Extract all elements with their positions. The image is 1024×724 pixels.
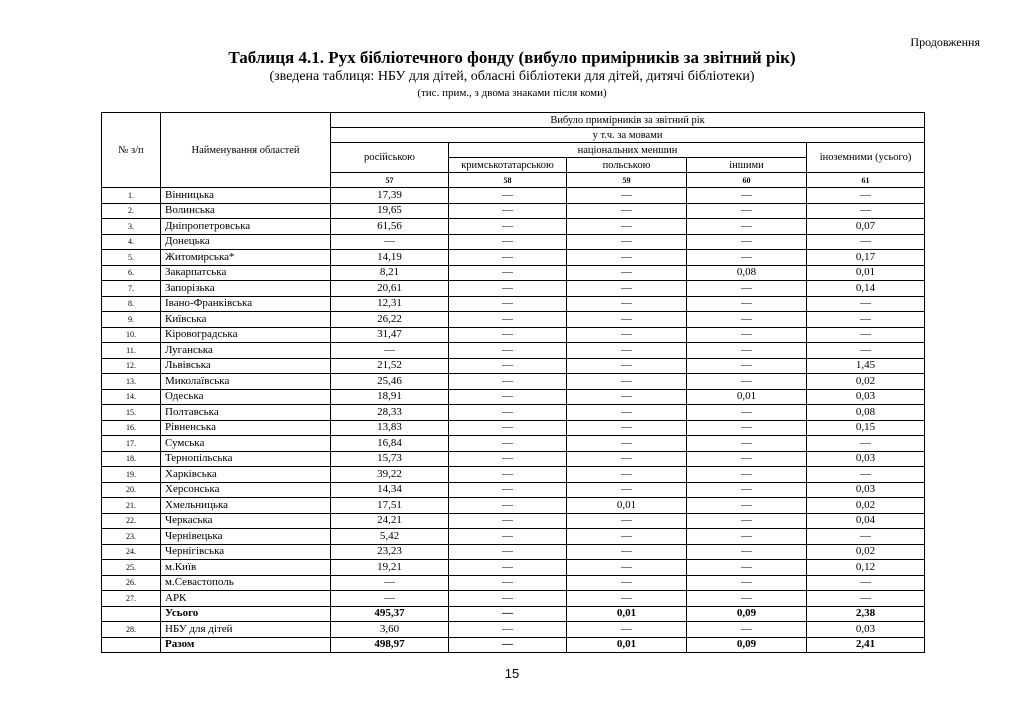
header-withdrawn: Вибуло примірників за звітний рік — [331, 113, 925, 128]
value-cell: — — [449, 436, 567, 452]
row-number: 9. — [102, 312, 161, 328]
row-number: 23. — [102, 529, 161, 545]
value-cell: — — [449, 482, 567, 498]
table-row — [102, 575, 925, 591]
table-row — [102, 498, 925, 514]
value-cell: — — [687, 327, 807, 343]
value-cell: 0,03 — [807, 622, 925, 638]
region-name: Донецька — [161, 234, 331, 250]
value-cell: — — [687, 513, 807, 529]
region-name: Усього — [161, 606, 331, 622]
value-cell: — — [687, 467, 807, 483]
value-cell: — — [687, 591, 807, 607]
value-cell: 495,37 — [331, 606, 449, 622]
value-cell: 17,51 — [331, 498, 449, 514]
value-cell: — — [807, 436, 925, 452]
region-name: Кіровоградська — [161, 327, 331, 343]
value-cell: 498,97 — [331, 637, 449, 653]
value-cell: — — [807, 234, 925, 250]
value-cell: 0,01 — [567, 637, 687, 653]
row-number: 6. — [102, 265, 161, 281]
value-cell: — — [807, 296, 925, 312]
table-row — [102, 234, 925, 250]
value-cell: — — [687, 234, 807, 250]
value-cell: 0,08 — [687, 265, 807, 281]
value-cell: 17,39 — [331, 188, 449, 204]
row-number: 21. — [102, 498, 161, 514]
row-number: 15. — [102, 405, 161, 421]
value-cell: — — [449, 405, 567, 421]
row-number: 12. — [102, 358, 161, 374]
value-cell: 15,73 — [331, 451, 449, 467]
value-cell: — — [449, 250, 567, 266]
table-row — [102, 374, 925, 390]
value-cell: — — [567, 575, 687, 591]
column-code: 60 — [687, 173, 807, 188]
value-cell: — — [567, 420, 687, 436]
table-row — [102, 436, 925, 452]
table-row — [102, 250, 925, 266]
value-cell: — — [449, 451, 567, 467]
value-cell: — — [567, 281, 687, 297]
region-name: м.Київ — [161, 560, 331, 576]
value-cell: — — [687, 575, 807, 591]
value-cell: 0,07 — [807, 219, 925, 235]
value-cell: — — [687, 374, 807, 390]
header-other: іншими — [687, 158, 807, 173]
value-cell: — — [807, 575, 925, 591]
header-foreign: іноземними (усього) — [807, 143, 925, 173]
table-row — [102, 591, 925, 607]
value-cell: 16,84 — [331, 436, 449, 452]
region-name: м.Севастополь — [161, 575, 331, 591]
value-cell: — — [449, 575, 567, 591]
value-cell: — — [687, 420, 807, 436]
region-name: Одеська — [161, 389, 331, 405]
row-number: 3. — [102, 219, 161, 235]
value-cell: 0,17 — [807, 250, 925, 266]
value-cell: — — [449, 188, 567, 204]
row-number: 1. — [102, 188, 161, 204]
table-row — [102, 637, 925, 653]
value-cell: — — [807, 591, 925, 607]
value-cell: — — [331, 591, 449, 607]
region-name: Чернівецька — [161, 529, 331, 545]
value-cell: — — [687, 436, 807, 452]
value-cell: — — [449, 544, 567, 560]
table-row — [102, 622, 925, 638]
region-name: Разом — [161, 637, 331, 653]
value-cell: — — [687, 358, 807, 374]
value-cell: — — [687, 405, 807, 421]
header-number: № з/п — [102, 113, 161, 188]
header-region: Найменування областей — [161, 113, 331, 188]
value-cell: 0,15 — [807, 420, 925, 436]
value-cell: 0,08 — [807, 405, 925, 421]
row-number: 5. — [102, 250, 161, 266]
value-cell: 5,42 — [331, 529, 449, 545]
value-cell: — — [687, 188, 807, 204]
value-cell: — — [807, 343, 925, 359]
region-name: Вінницька — [161, 188, 331, 204]
page-number: 15 — [504, 666, 520, 681]
table-row — [102, 281, 925, 297]
value-cell: 0,09 — [687, 606, 807, 622]
value-cell: — — [449, 296, 567, 312]
row-number: 7. — [102, 281, 161, 297]
value-cell: — — [807, 203, 925, 219]
table-row — [102, 203, 925, 219]
region-name: Запорізька — [161, 281, 331, 297]
value-cell: — — [449, 560, 567, 576]
value-cell: — — [449, 637, 567, 653]
region-name: Хмельницька — [161, 498, 331, 514]
value-cell: — — [807, 467, 925, 483]
header-minorities: національних меншин — [449, 143, 807, 158]
value-cell: — — [687, 498, 807, 514]
value-cell: 0,01 — [807, 265, 925, 281]
region-name: Черкаська — [161, 513, 331, 529]
units-note: (тис. прим., з двома знаками після коми) — [417, 87, 607, 99]
table-row — [102, 482, 925, 498]
row-number: 19. — [102, 467, 161, 483]
value-cell: 0,04 — [807, 513, 925, 529]
value-cell: 0,03 — [807, 389, 925, 405]
region-name: Рівненська — [161, 420, 331, 436]
region-name: Чернігівська — [161, 544, 331, 560]
value-cell: 13,83 — [331, 420, 449, 436]
value-cell: — — [331, 575, 449, 591]
value-cell: — — [567, 374, 687, 390]
value-cell: — — [567, 591, 687, 607]
value-cell: — — [449, 327, 567, 343]
value-cell: — — [567, 296, 687, 312]
value-cell: — — [687, 343, 807, 359]
value-cell: — — [449, 234, 567, 250]
region-name: Львівська — [161, 358, 331, 374]
value-cell: 2,41 — [807, 637, 925, 653]
value-cell: 19,65 — [331, 203, 449, 219]
value-cell: 14,34 — [331, 482, 449, 498]
value-cell: — — [567, 405, 687, 421]
value-cell: — — [687, 544, 807, 560]
value-cell: 8,21 — [331, 265, 449, 281]
table-row — [102, 296, 925, 312]
region-name: Закарпатська — [161, 265, 331, 281]
value-cell: 61,56 — [331, 219, 449, 235]
region-name: Івано-Франківська — [161, 296, 331, 312]
value-cell: — — [567, 265, 687, 281]
row-number — [102, 637, 161, 653]
value-cell: — — [567, 436, 687, 452]
value-cell: — — [449, 312, 567, 328]
value-cell: — — [567, 451, 687, 467]
row-number: 22. — [102, 513, 161, 529]
value-cell: — — [449, 343, 567, 359]
value-cell: — — [687, 203, 807, 219]
value-cell: 1,45 — [807, 358, 925, 374]
row-number: 8. — [102, 296, 161, 312]
row-number: 10. — [102, 327, 161, 343]
row-number: 17. — [102, 436, 161, 452]
value-cell: — — [567, 467, 687, 483]
table-subtitle: (зведена таблиця: НБУ для дітей, обласні бібліотеки для дітей, дитячі бібліотеки) — [269, 69, 755, 84]
value-cell: — — [567, 513, 687, 529]
region-name: Дніпропетровська — [161, 219, 331, 235]
table-header — [102, 113, 925, 188]
value-cell: 0,09 — [687, 637, 807, 653]
value-cell: 0,01 — [687, 389, 807, 405]
header-by-language: у т.ч. за мовами — [331, 128, 925, 143]
value-cell: 0,02 — [807, 374, 925, 390]
value-cell: 3,60 — [331, 622, 449, 638]
table-row — [102, 219, 925, 235]
value-cell: — — [331, 343, 449, 359]
table-row — [102, 420, 925, 436]
value-cell: — — [687, 281, 807, 297]
row-number: 20. — [102, 482, 161, 498]
value-cell: 19,21 — [331, 560, 449, 576]
row-number: 18. — [102, 451, 161, 467]
value-cell: — — [687, 622, 807, 638]
value-cell: — — [687, 219, 807, 235]
value-cell: — — [807, 529, 925, 545]
table-row — [102, 405, 925, 421]
value-cell: — — [567, 327, 687, 343]
value-cell: — — [449, 467, 567, 483]
value-cell: — — [567, 482, 687, 498]
value-cell: — — [687, 482, 807, 498]
value-cell: 0,12 — [807, 560, 925, 576]
value-cell: 28,33 — [331, 405, 449, 421]
value-cell: — — [449, 358, 567, 374]
row-number: 4. — [102, 234, 161, 250]
region-name: Житомирська* — [161, 250, 331, 266]
value-cell: — — [449, 389, 567, 405]
table-row — [102, 529, 925, 545]
table-row — [102, 327, 925, 343]
value-cell: — — [807, 327, 925, 343]
row-number: 28. — [102, 622, 161, 638]
header-russian: російською — [331, 143, 449, 173]
table-row — [102, 544, 925, 560]
region-name: Київська — [161, 312, 331, 328]
column-code: 58 — [449, 173, 567, 188]
continuation-label: Продовження — [910, 35, 980, 49]
table-row — [102, 389, 925, 405]
value-cell: 0,02 — [807, 498, 925, 514]
column-code: 59 — [567, 173, 687, 188]
table-row — [102, 265, 925, 281]
region-name: Волинська — [161, 203, 331, 219]
value-cell: — — [449, 374, 567, 390]
header-crimean-tatar: кримськотатарською — [449, 158, 567, 173]
region-name: Полтавська — [161, 405, 331, 421]
value-cell: — — [687, 312, 807, 328]
value-cell: — — [449, 219, 567, 235]
region-name: Сумська — [161, 436, 331, 452]
value-cell: — — [687, 529, 807, 545]
row-number: 13. — [102, 374, 161, 390]
value-cell: — — [449, 513, 567, 529]
value-cell: 0,01 — [567, 606, 687, 622]
row-number: 2. — [102, 203, 161, 219]
value-cell: 18,91 — [331, 389, 449, 405]
value-cell: 23,23 — [331, 544, 449, 560]
region-name: Миколаївська — [161, 374, 331, 390]
row-number: 11. — [102, 343, 161, 359]
value-cell: — — [449, 420, 567, 436]
region-name: АРК — [161, 591, 331, 607]
value-cell: 26,22 — [331, 312, 449, 328]
value-cell: — — [567, 203, 687, 219]
value-cell: — — [449, 591, 567, 607]
value-cell: 20,61 — [331, 281, 449, 297]
value-cell: — — [807, 312, 925, 328]
value-cell: 2,38 — [807, 606, 925, 622]
value-cell: — — [687, 250, 807, 266]
value-cell: — — [687, 451, 807, 467]
table-row — [102, 343, 925, 359]
row-number: 26. — [102, 575, 161, 591]
value-cell: — — [567, 389, 687, 405]
value-cell: — — [807, 188, 925, 204]
region-name: Харківська — [161, 467, 331, 483]
value-cell: — — [449, 498, 567, 514]
row-number: 27. — [102, 591, 161, 607]
value-cell: 0,14 — [807, 281, 925, 297]
value-cell: — — [567, 544, 687, 560]
table-row — [102, 606, 925, 622]
table-row — [102, 312, 925, 328]
row-number — [102, 606, 161, 622]
value-cell: 0,03 — [807, 451, 925, 467]
value-cell: — — [567, 234, 687, 250]
value-cell: — — [687, 296, 807, 312]
table-row — [102, 188, 925, 204]
value-cell: — — [567, 343, 687, 359]
value-cell: — — [567, 560, 687, 576]
region-name: НБУ для дітей — [161, 622, 331, 638]
value-cell: 12,31 — [331, 296, 449, 312]
region-name: Херсонська — [161, 482, 331, 498]
value-cell: — — [567, 312, 687, 328]
row-number: 16. — [102, 420, 161, 436]
value-cell: — — [449, 606, 567, 622]
value-cell: — — [449, 529, 567, 545]
value-cell: 0,01 — [567, 498, 687, 514]
table-body — [102, 188, 925, 653]
value-cell: — — [567, 219, 687, 235]
value-cell: 24,21 — [331, 513, 449, 529]
table-title: Таблиця 4.1. Рух бібліотечного фонду (вибуло примірників за звітний рік) — [228, 48, 796, 67]
value-cell: — — [449, 265, 567, 281]
value-cell: — — [567, 529, 687, 545]
table-row — [102, 467, 925, 483]
table-row — [102, 358, 925, 374]
value-cell: 25,46 — [331, 374, 449, 390]
region-name: Луганська — [161, 343, 331, 359]
value-cell: — — [449, 622, 567, 638]
value-cell: 0,03 — [807, 482, 925, 498]
value-cell: 14,19 — [331, 250, 449, 266]
value-cell: — — [567, 622, 687, 638]
value-cell: 0,02 — [807, 544, 925, 560]
value-cell: — — [449, 203, 567, 219]
library-fund-table — [101, 112, 925, 653]
value-cell: — — [687, 560, 807, 576]
value-cell: 39,22 — [331, 467, 449, 483]
region-name: Тернопільська — [161, 451, 331, 467]
value-cell: — — [449, 281, 567, 297]
value-cell: — — [567, 188, 687, 204]
table-row — [102, 513, 925, 529]
value-cell: 21,52 — [331, 358, 449, 374]
row-number: 24. — [102, 544, 161, 560]
value-cell: — — [567, 358, 687, 374]
header-polish: польською — [567, 158, 687, 173]
row-number: 14. — [102, 389, 161, 405]
table-row — [102, 451, 925, 467]
column-code: 57 — [331, 173, 449, 188]
value-cell: 31,47 — [331, 327, 449, 343]
value-cell: — — [567, 250, 687, 266]
table-row — [102, 560, 925, 576]
column-code: 61 — [807, 173, 925, 188]
value-cell: — — [331, 234, 449, 250]
row-number: 25. — [102, 560, 161, 576]
